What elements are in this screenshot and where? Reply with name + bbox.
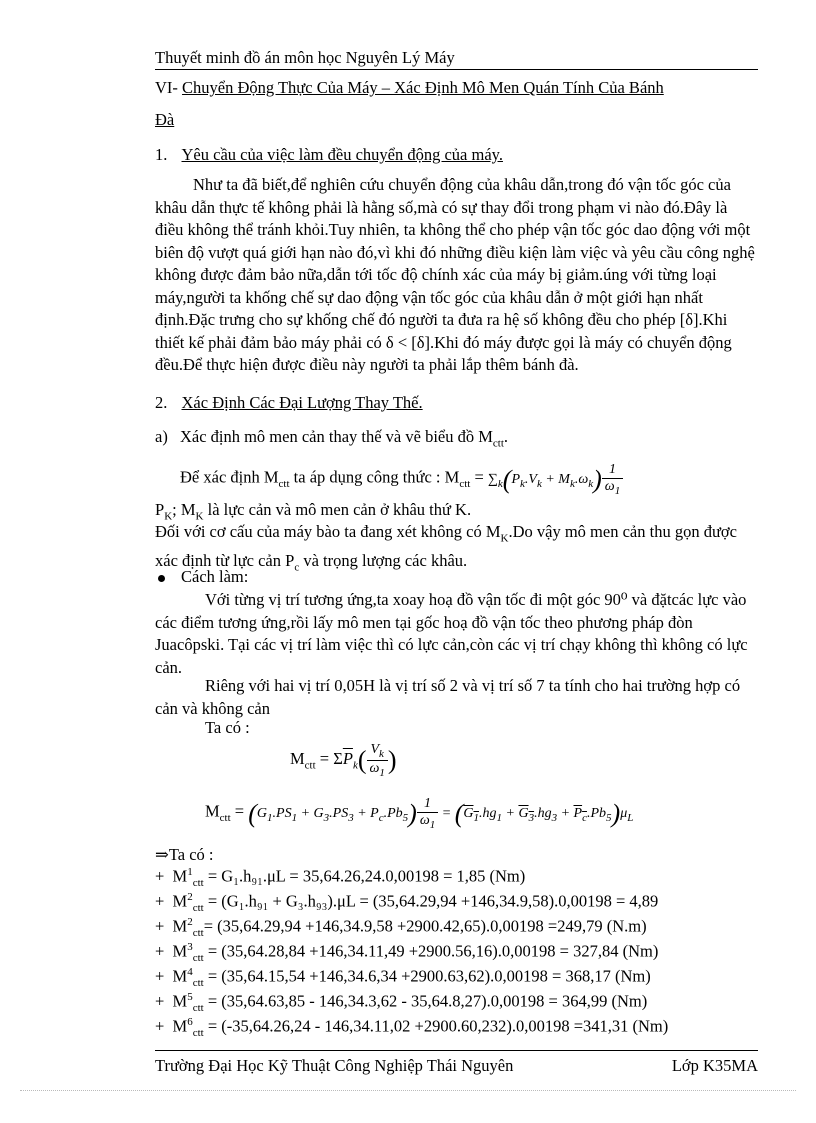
item-a-text: Xác định mô men cản thay thế và vẽ biểu đồ M (179, 427, 493, 446)
bullet-icon (158, 575, 165, 582)
footer-class: Lớp K35MA (671, 1056, 758, 1075)
page-bottom-divider (20, 1090, 796, 1091)
paragraph-2-sub2: c (294, 561, 300, 574)
result-text: = (35,64.15,54 +146,34.6,34 +2900.63,62).0,00198 = 368,17 (Nm) (203, 966, 651, 986)
bullet-item (158, 567, 248, 587)
result-row: + $M^1_{ctt} = G_1.h_{91}.\mu L = 35,64.26,24.0,00198 = 1,85$ (Nm) (155, 866, 526, 889)
result-text: = (35,64.63,85 - 146,34.3,62 - 35,64.8,27).0,00198 = 364,99 (Nm) (203, 991, 648, 1011)
paragraph-1: Như ta đã biết,để nghiên cứu chuyển động của khâu dẫn,trong đó vận tốc góc của khâu dẫn thực tế không phải là hằng số,mà có sự thay đổi trong phạm vi nào đó.Đây là điều không thể tránh khỏi.Tuy nhiên, ta không thể cho phép vận tốc góc dao động với một biên độ vượt quá giới hạn nào đó,vì khi đó những điều kiện làm việc và yêu cầu công nghệ không được đảm bảo nữa,dẫn tới tốc độ chính xác của máy bị giảm.úng với từng loại máy,người ta khống chế sự dao động vận tốc góc của khâu dẫn ở một giới hạn nhất định.Đặc trưng cho sự khống chế đó người ta đưa ra hệ số không đều cho phép [δ].Khi thiết kế phải đảm bảo máy phải có δ < [δ].Khi đó máy được gọi là máy có chuyển động đều.Để thực hiện được điều này người ta phải lắp thêm bánh đà. (155, 175, 755, 374)
result-sup: 3 (187, 941, 193, 953)
result-text: = (G₁.h₉₁ + G₃.h₉₃).μL = (35,64.29,94 +146,34.9,58).0,00198 = 4,89 (203, 891, 659, 911)
result-row: + $M^5_{ctt} = (35,64.63,85 - 146,34.3,62 - 35,64.8,27).0,00198 = 364,99$ (Nm) (155, 991, 648, 1014)
paragraph-2-c: và trọng lượng các khâu. (299, 550, 468, 570)
result-sup: 1 (187, 866, 193, 878)
pk-line (155, 500, 471, 522)
item-a-heading (155, 427, 508, 449)
page-footer (155, 1050, 758, 1076)
formula-intro-sub: ctt (278, 477, 290, 490)
pk-rest: là lực cản và mô men cản ở khâu thứ K. (203, 500, 472, 519)
pk-p: P (155, 500, 165, 519)
item-a-end: . (503, 427, 509, 446)
paragraph-2-sub: K (500, 532, 509, 545)
result-sup: 2 (187, 916, 193, 928)
item2-title: Xác Định Các Đại Lượng Thay Thế. (181, 393, 423, 412)
pk-psub: K (164, 510, 173, 523)
result-text: = (35,64.29,94 +146,34.9,58 +2900.42,65).0,00198 =249,79 (N.m) (203, 916, 647, 936)
result-text: = G₁.h₉₁.μL = 35,64.26,24.0,00198 = 1,85 (Nm) (203, 866, 526, 886)
pk-msub: K (195, 510, 204, 523)
paragraph-3: Với từng vị trí tương ứng,ta xoay hoạ đồ vận tốc đi một góc 90⁰ và đặtcác lực vào các điểm tương ứng,rồi lấy mô men tại gốc hoạ đồ vận tốc theo phương pháp đòn Juacôpski. Tại các vị trí làm việc thì có lực cản,còn các vị trí chạy không thì không có lực cản. (155, 590, 748, 677)
result-sup: 6 (187, 1016, 193, 1028)
bullet-text: Cách làm: (181, 567, 249, 586)
paragraph-2-b: .Do vậy mô men cản thu gọn được xác định từ lực cản P (155, 522, 737, 570)
footer-school: Trường Đại Học Kỹ Thuật Công Nghiệp Thái Nguyên (155, 1056, 514, 1075)
item2-heading (155, 393, 423, 413)
result-sup: 2 (187, 891, 193, 903)
formula-intro-rest: ta áp dụng công thức : M (289, 467, 460, 487)
result-row: + $M^2_{ctt}= (35,64.29,94 +146,34.9,58 +2900.42,65).0,00198 =249,79$ (N.m) (155, 916, 647, 939)
paragraph-4: Riêng với hai vị trí 0,05H là vị trí số 2 và vị trí số 7 ta tính cho hai trường hợp có cản và không cản (155, 676, 741, 718)
result-row: + $M^6_{ctt} = (-35,64.26,24 - 146,34.11,02 +2900.60,232).0,00198 =341,31$ (Nm) (155, 1016, 669, 1039)
section-heading (155, 78, 664, 98)
section-title-line2: Đà (155, 110, 175, 129)
result-row: + $M^3_{ctt} = (35,64.28,84 +146,34.11,49 +2900.56,16).0,00198 = 327,84$ (Nm) (155, 941, 659, 964)
taco-1: Ta có : (205, 718, 250, 737)
sum-formula: $\sum_k(P_k.V_k + M_k.\omega_k)$ $\frac{1}{\omega_1}$ (488, 472, 623, 487)
item-a-sub: ctt (492, 437, 504, 450)
item-a-label: a) (155, 427, 168, 446)
item2-number: 2. (155, 393, 168, 412)
section-title-line1: Chuyển Động Thực Của Máy – Xác Định Mô Men Quán Tính Của Bánh (182, 78, 664, 97)
result-text: = (35,64.28,84 +146,34.11,49 +2900.56,16).0,00198 = 327,84 (Nm) (203, 941, 659, 961)
formula-mctt-1: $M_{ctt} = \Sigma\overline{P}_k$( $\frac{V_k}{\omega_1}$ ) (290, 742, 397, 779)
pk-mid: ; M (172, 500, 196, 519)
header-title: Thuyết minh đồ án môn học Nguyên Lý Máy (155, 48, 455, 67)
formula-intro (180, 462, 623, 497)
item1-title: Yêu cầu của việc làm đều chuyển động của máy. (181, 145, 503, 164)
formula-intro-sub2: ctt (459, 477, 471, 490)
item1-heading (155, 145, 503, 165)
result-sup: 5 (187, 991, 193, 1003)
section-number: VI- (155, 78, 178, 97)
taco-2: ⇒Ta có : (155, 845, 214, 864)
page-header (155, 48, 758, 70)
paragraph-2-a: Đối với cơ cấu của máy bào ta đang xét không có M (155, 522, 501, 541)
result-sup: 4 (187, 966, 193, 978)
item1-number: 1. (155, 145, 168, 164)
result-text: = (-35,64.26,24 - 146,34.11,02 +2900.60,232).0,00198 =341,31 (Nm) (203, 1016, 669, 1036)
result-row: + $M^2_{ctt} = (G_1.h_{91} + G_3.h_{93}).\mu L = (35,64.29,94 +146,34.9,58).0,00198 = 4,89$ (155, 891, 659, 914)
formula-intro-text: Để xác định M (180, 467, 279, 487)
result-row: + $M^4_{ctt} = (35,64.15,54 +146,34.6,34 +2900.63,62).0,00198 = 368,17$ (Nm) (155, 966, 651, 989)
formula-intro-eq: = (470, 467, 488, 487)
formula-mctt-2: $M_{ctt} = (G_1.PS_1 + G_3.PS_3 + P_c.Pb_5)$ $\frac{1}{\omega_1}$ = $(G_1.hg_1 + G_3.hg_3 + P_c.Pb_5)\mu_L$ (205, 796, 634, 831)
